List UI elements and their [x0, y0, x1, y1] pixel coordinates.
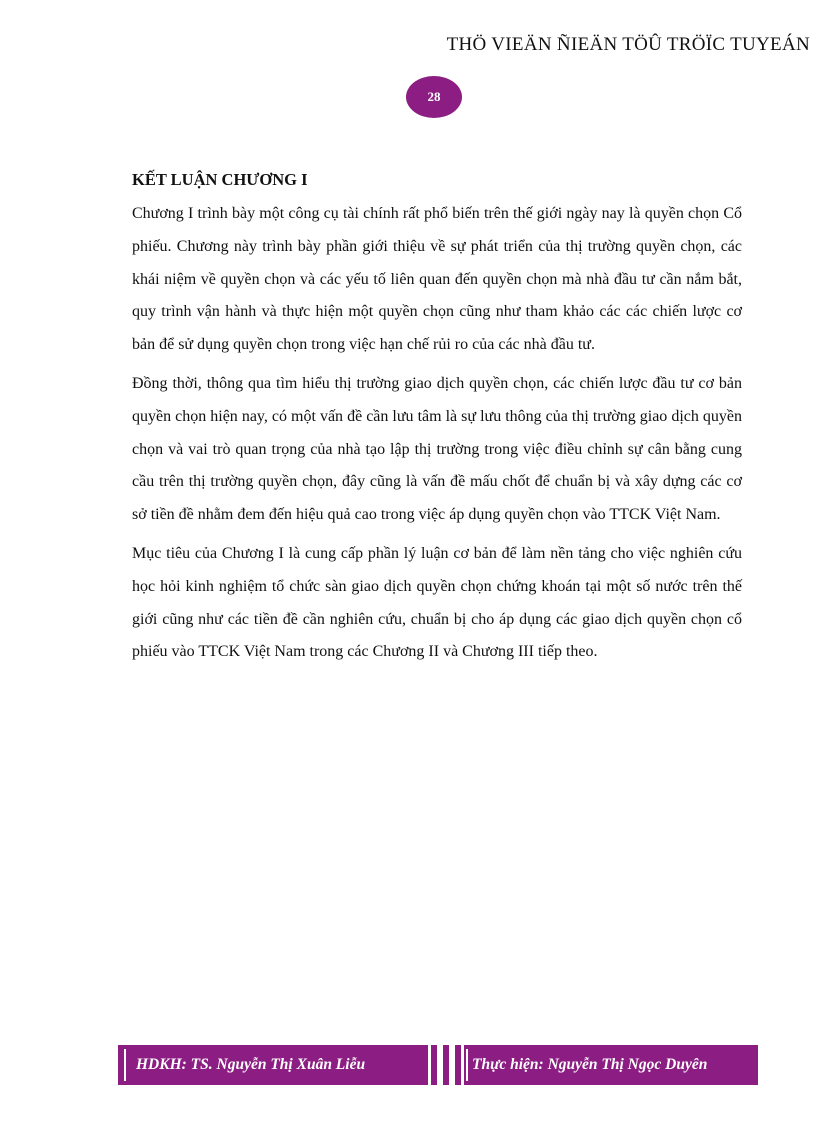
separator-stripe	[431, 1045, 437, 1085]
section-body	[132, 198, 742, 675]
footer-separator	[428, 1045, 464, 1085]
page-number-badge: 28	[406, 76, 462, 118]
paragraph: Chương I trình bày một công cụ tài chính rất phổ biến trên thế giới ngày nay là quyền chọn Cổ phiếu. Chương này trình bày phần giới thiệu về sự phát triển của thị trường quyền chọn, các khái niệm về quyền chọn và các yếu tố liên quan đến quyền chọn mà nhà đầu tư cần nắm bắt, quy trình vận hành và thực hiện một quyền chọn cũng như tham khảo các các chiến lược cơ bản để sử dụng quyền chọn trong việc hạn chế rủi ro của các nhà đầu tư.	[132, 205, 742, 354]
paragraph: Đồng thời, thông qua tìm hiểu thị trường giao dịch quyền chọn, các chiến lược đầu tư cơ bản quyền chọn hiện nay, có một vấn đề cần lưu tâm là sự lưu thông của thị trường giao dịch quyền chọn và vai trò quan trọng của nhà tạo lập thị trường trong việc điều chỉnh sự cân bằng cung cầu trên thị trường quyền chọn, đây cũng là vấn đề mấu chốt để chuẩn bị và xây dựng các cơ sở tiền đề nhằm đem đến hiệu quả cao trong việc áp dụng quyền chọn vào TTCK Việt Nam.	[132, 374, 742, 524]
library-header: THÖ VIEÄN ÑIEÄN TÖÛ TRÖÏC TUYEÁN	[446, 34, 810, 55]
separator-stripe	[455, 1045, 461, 1085]
paragraph: Mục tiêu của Chương I là cung cấp phần lý luận cơ bản để làm nền tảng cho việc nghiên cứu học hỏi kinh nghiệm tổ chức sàn giao dịch quyền chọn chứng khoán tại một số nước trên thế giới cũng như các tiền đề cần nghiên cứu, chuẩn bị cho áp dụng các giao dịch quyền chọn cổ phiếu vào TTCK Việt Nam trong các Chương II và Chương III tiếp theo.	[132, 544, 742, 661]
footer-author: Thực hiện: Nguyễn Thị Ngọc Duyên	[464, 1045, 758, 1085]
separator-stripe	[443, 1045, 449, 1085]
footer-bar	[118, 1045, 758, 1085]
footer-advisor: HDKH: TS. Nguyễn Thị Xuân Liễu	[118, 1045, 428, 1085]
section-heading: KẾT LUẬN CHƯƠNG I	[132, 170, 308, 189]
